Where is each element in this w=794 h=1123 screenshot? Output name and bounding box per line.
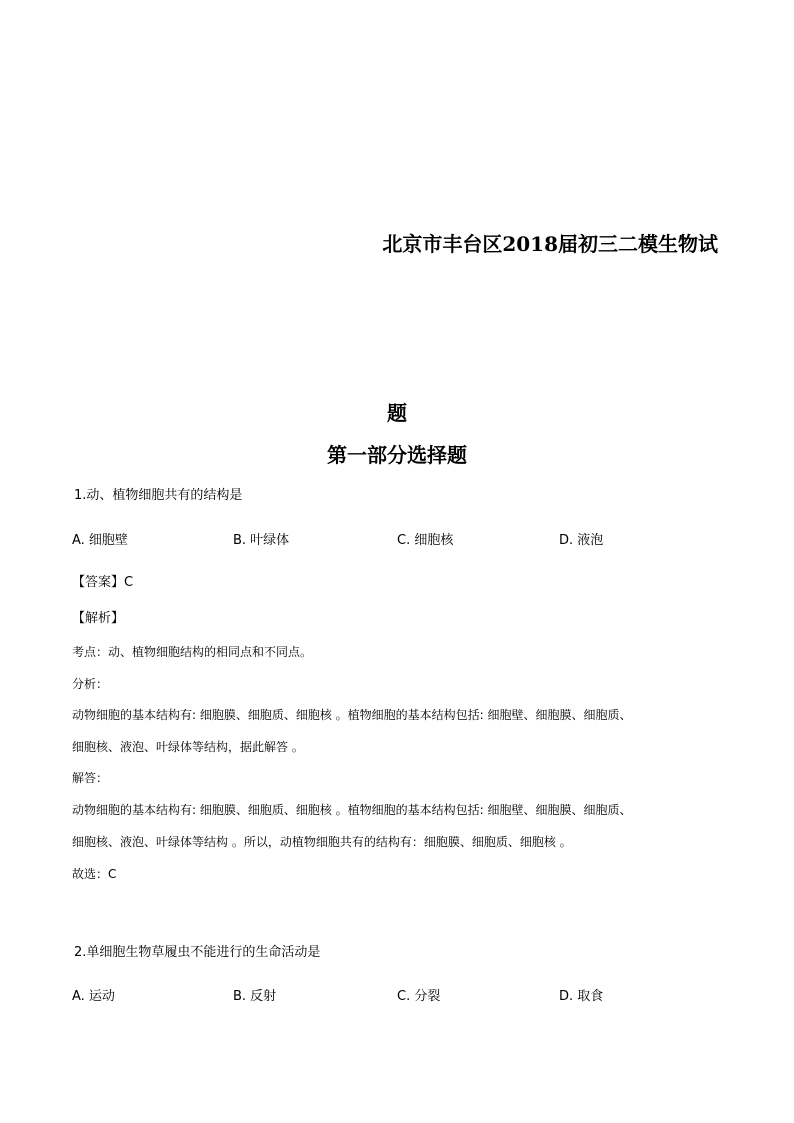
question-2-option-a: A. 运动 bbox=[72, 989, 115, 1004]
question-1-fenxi-line2: 细胞核、液泡、叶绿体等结构，据此解答 。 bbox=[72, 740, 304, 754]
section-heading: 第一部分选择题 bbox=[327, 443, 467, 467]
question-2-option-b: B. 反射 bbox=[233, 989, 277, 1004]
question-1-option-d: D. 液泡 bbox=[559, 533, 604, 548]
question-1-kaodian: 考点：动、植物细胞结构的相同点和不同点。 bbox=[72, 645, 313, 659]
question-1-jieda-line1: 动物细胞的基本结构有: 细胞膜、细胞质、细胞核 。植物细胞的基本结构包括: 细胞壁、细胞膜、细胞质、 bbox=[72, 803, 632, 817]
question-2-stem: 2.单细胞生物草履虫不能进行的生命活动是 bbox=[74, 945, 321, 960]
question-1-fenxi-line1: 动物细胞的基本结构有: 细胞膜、细胞质、细胞核 。植物细胞的基本结构包括: 细胞壁、细胞膜、细胞质、 bbox=[72, 708, 632, 722]
question-2-option-c: C. 分裂 bbox=[397, 989, 441, 1004]
question-1-jieda-label: 解答： bbox=[72, 771, 109, 785]
document-title-line2: 题 bbox=[387, 401, 407, 425]
question-1-analysis-label: 【解析】 bbox=[72, 611, 125, 626]
question-1-answer: 【答案】C bbox=[72, 575, 134, 590]
question-1-option-c: C. 细胞核 bbox=[397, 533, 454, 548]
question-1-jieda-line2: 细胞核、液泡、叶绿体等结构 。所以，动植物细胞共有的结构有：细胞膜、细胞质、细胞核 。 bbox=[72, 835, 572, 849]
question-1-fenxi-label: 分析： bbox=[72, 677, 109, 691]
question-1-conclusion: 故选：C bbox=[72, 867, 117, 881]
question-1-option-b: B. 叶绿体 bbox=[233, 533, 290, 548]
question-1-option-a: A. 细胞壁 bbox=[72, 533, 128, 548]
question-2-option-d: D. 取食 bbox=[559, 989, 604, 1004]
question-1-stem: 1.动、植物细胞共有的结构是 bbox=[74, 488, 243, 503]
document-title-line1: 北京市丰台区2018届初三二模生物试 bbox=[382, 232, 718, 256]
